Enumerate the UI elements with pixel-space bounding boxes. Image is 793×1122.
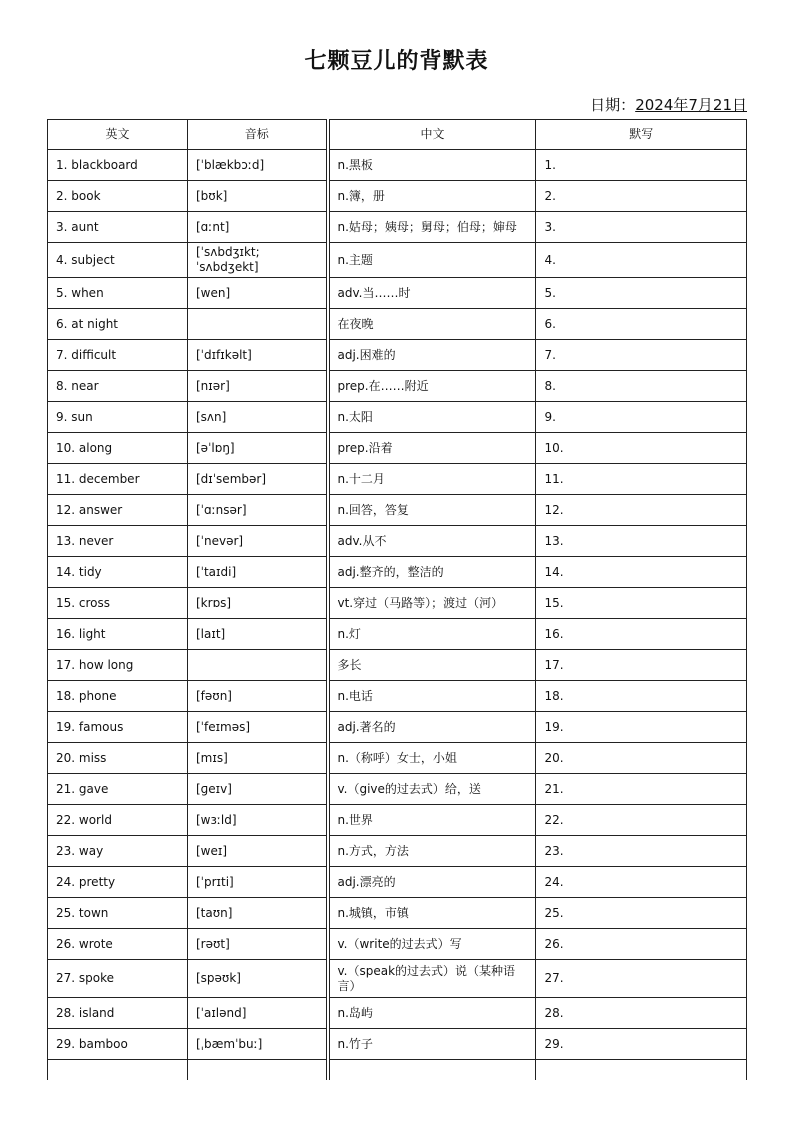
phonetic-cell: [wen] [188, 278, 328, 309]
chinese-cell: n.方式，方法 [328, 836, 536, 867]
english-cell: 20. miss [48, 743, 188, 774]
chinese-cell: 在夜晚 [328, 309, 536, 340]
dictation-cell[interactable]: 6. [536, 309, 747, 340]
phonetic-cell [188, 650, 328, 681]
dictation-cell[interactable]: 24. [536, 867, 747, 898]
empty-cell [188, 1060, 328, 1081]
phonetic-cell [188, 309, 328, 340]
chinese-cell: 多长 [328, 650, 536, 681]
english-cell: 6. at night [48, 309, 188, 340]
dictation-cell[interactable]: 5. [536, 278, 747, 309]
table-row [48, 181, 747, 212]
phonetic-cell: [weɪ] [188, 836, 328, 867]
dictation-cell[interactable]: 1. [536, 150, 747, 181]
chinese-cell: n.电话 [328, 681, 536, 712]
table-body [48, 150, 747, 1081]
english-cell: 10. along [48, 433, 188, 464]
table-row [48, 1029, 747, 1060]
phonetic-cell: [ˈnevər] [188, 526, 328, 557]
phonetic-cell: [əˈlɒŋ] [188, 433, 328, 464]
phonetic-cell: [ɡeɪv] [188, 774, 328, 805]
dictation-cell[interactable]: 8. [536, 371, 747, 402]
english-cell: 26. wrote [48, 929, 188, 960]
chinese-cell: n.世界 [328, 805, 536, 836]
dictation-cell[interactable]: 22. [536, 805, 747, 836]
english-cell: 2. book [48, 181, 188, 212]
vocabulary-table [47, 119, 747, 1080]
page-title: 七颗豆儿的背默表 [304, 49, 489, 74]
dictation-cell[interactable]: 2. [536, 181, 747, 212]
dictation-cell[interactable]: 17. [536, 650, 747, 681]
chinese-cell: n.岛屿 [328, 998, 536, 1029]
vocabulary-table-container [47, 119, 747, 1080]
table-row [48, 309, 747, 340]
phonetic-cell: [krɒs] [188, 588, 328, 619]
dictation-cell[interactable]: 7. [536, 340, 747, 371]
chinese-cell: prep.在……附近 [328, 371, 536, 402]
english-cell: 7. difficult [48, 340, 188, 371]
phonetic-cell: [taʊn] [188, 898, 328, 929]
empty-cell [536, 1060, 747, 1081]
phonetic-cell: [ɑːnt] [188, 212, 328, 243]
table-row [48, 960, 747, 998]
english-cell: 25. town [48, 898, 188, 929]
dictation-cell[interactable]: 11. [536, 464, 747, 495]
english-cell: 14. tidy [48, 557, 188, 588]
table-row [48, 402, 747, 433]
phonetic-cell: [sʌn] [188, 402, 328, 433]
chinese-cell: v.（speak的过去式）说（某种语言） [328, 960, 536, 998]
english-cell: 17. how long [48, 650, 188, 681]
phonetic-cell: [ˈdɪfɪkəlt] [188, 340, 328, 371]
dictation-cell[interactable]: 16. [536, 619, 747, 650]
date-value: 2024年7月21日 [635, 96, 747, 114]
table-row [48, 340, 747, 371]
english-cell: 28. island [48, 998, 188, 1029]
table-row [48, 278, 747, 309]
table-row [48, 681, 747, 712]
english-cell: 16. light [48, 619, 188, 650]
chinese-cell: adj.漂亮的 [328, 867, 536, 898]
phonetic-cell: [ˈɑːnsər] [188, 495, 328, 526]
table-row [48, 557, 747, 588]
english-cell: 9. sun [48, 402, 188, 433]
english-cell: 21. gave [48, 774, 188, 805]
english-cell: 19. famous [48, 712, 188, 743]
table-row [48, 650, 747, 681]
dictation-cell[interactable]: 26. [536, 929, 747, 960]
table-row [48, 526, 747, 557]
dictation-cell[interactable]: 29. [536, 1029, 747, 1060]
dictation-cell[interactable]: 13. [536, 526, 747, 557]
chinese-cell: n.（称呼）女士，小姐 [328, 743, 536, 774]
chinese-cell: n.黑板 [328, 150, 536, 181]
date-line [590, 94, 747, 115]
english-cell: 12. answer [48, 495, 188, 526]
dictation-cell[interactable]: 10. [536, 433, 747, 464]
english-cell: 27. spoke [48, 960, 188, 998]
phonetic-cell: [nɪər] [188, 371, 328, 402]
chinese-cell: n.簿，册 [328, 181, 536, 212]
english-cell: 18. phone [48, 681, 188, 712]
dictation-cell[interactable]: 21. [536, 774, 747, 805]
chinese-cell: adv.当……时 [328, 278, 536, 309]
chinese-cell: adj.著名的 [328, 712, 536, 743]
chinese-cell: n.太阳 [328, 402, 536, 433]
phonetic-cell: [spəʊk] [188, 960, 328, 998]
table-row [48, 867, 747, 898]
dictation-cell[interactable]: 20. [536, 743, 747, 774]
table-row [48, 836, 747, 867]
table-row [48, 464, 747, 495]
phonetic-cell: [rəʊt] [188, 929, 328, 960]
dictation-cell[interactable]: 25. [536, 898, 747, 929]
chinese-cell: adj.整齐的，整洁的 [328, 557, 536, 588]
phonetic-cell: [ˈaɪlənd] [188, 998, 328, 1029]
table-row [48, 433, 747, 464]
chinese-cell: v.（write的过去式）写 [328, 929, 536, 960]
phonetic-cell: [ˈblækbɔːd] [188, 150, 328, 181]
dictation-cell[interactable]: 3. [536, 212, 747, 243]
english-cell: 4. subject [48, 243, 188, 278]
date-label: 日期： [590, 96, 636, 114]
chinese-cell: n.姑母；姨母；舅母；伯母；婶母 [328, 212, 536, 243]
phonetic-cell: [laɪt] [188, 619, 328, 650]
english-cell: 1. blackboard [48, 150, 188, 181]
english-cell: 15. cross [48, 588, 188, 619]
dictation-cell[interactable]: 28. [536, 998, 747, 1029]
table-row [48, 712, 747, 743]
dictation-cell[interactable]: 14. [536, 557, 747, 588]
phonetic-cell: [bʊk] [188, 181, 328, 212]
english-cell: 13. never [48, 526, 188, 557]
chinese-cell: n.十二月 [328, 464, 536, 495]
table-row [48, 743, 747, 774]
table-row [48, 898, 747, 929]
table-row [48, 150, 747, 181]
table-row [48, 243, 747, 278]
empty-cell [328, 1060, 536, 1081]
table-row [48, 998, 747, 1029]
english-cell: 24. pretty [48, 867, 188, 898]
dictation-cell[interactable]: 27. [536, 960, 747, 998]
table-row [48, 495, 747, 526]
english-cell: 22. world [48, 805, 188, 836]
dictation-cell[interactable]: 4. [536, 243, 747, 278]
english-cell: 23. way [48, 836, 188, 867]
chinese-cell: n.竹子 [328, 1029, 536, 1060]
header-phonetic: 音标 [188, 120, 328, 150]
dictation-cell[interactable]: 15. [536, 588, 747, 619]
header-english: 英文 [48, 120, 188, 150]
chinese-cell: n.主题 [328, 243, 536, 278]
dictation-cell[interactable]: 23. [536, 836, 747, 867]
table-row [48, 371, 747, 402]
chinese-cell: vt.穿过（马路等）；渡过（河） [328, 588, 536, 619]
english-cell: 5. when [48, 278, 188, 309]
phonetic-cell: [ˈfeɪməs] [188, 712, 328, 743]
table-row [48, 774, 747, 805]
phonetic-cell: [ˈtaɪdi] [188, 557, 328, 588]
english-cell: 29. bamboo [48, 1029, 188, 1060]
phonetic-cell: [ˈsʌbdʒɪkt; ˈsʌbdʒekt] [188, 243, 328, 278]
phonetic-cell: [mɪs] [188, 743, 328, 774]
header-chinese: 中文 [328, 120, 536, 150]
header-dictation: 默写 [536, 120, 747, 150]
table-row [48, 212, 747, 243]
phonetic-cell: [dɪˈsembər] [188, 464, 328, 495]
empty-cell [48, 1060, 188, 1081]
english-cell: 3. aunt [48, 212, 188, 243]
phonetic-cell: [ˈprɪti] [188, 867, 328, 898]
chinese-cell: prep.沿着 [328, 433, 536, 464]
dictation-cell[interactable]: 19. [536, 712, 747, 743]
chinese-cell: n.灯 [328, 619, 536, 650]
chinese-cell: adj.困难的 [328, 340, 536, 371]
table-row [48, 929, 747, 960]
chinese-cell: n.城镇，市镇 [328, 898, 536, 929]
table-row [48, 619, 747, 650]
english-cell: 11. december [48, 464, 188, 495]
english-cell: 8. near [48, 371, 188, 402]
table-row-empty [48, 1060, 747, 1081]
table-row [48, 805, 747, 836]
dictation-cell[interactable]: 18. [536, 681, 747, 712]
phonetic-cell: [ˌbæmˈbuː] [188, 1029, 328, 1060]
dictation-cell[interactable]: 12. [536, 495, 747, 526]
dictation-cell[interactable]: 9. [536, 402, 747, 433]
phonetic-cell: [fəʊn] [188, 681, 328, 712]
table-header-row [48, 120, 747, 150]
chinese-cell: adv.从不 [328, 526, 536, 557]
chinese-cell: v.（give的过去式）给，送 [328, 774, 536, 805]
table-row [48, 588, 747, 619]
phonetic-cell: [wɜːld] [188, 805, 328, 836]
chinese-cell: n.回答，答复 [328, 495, 536, 526]
